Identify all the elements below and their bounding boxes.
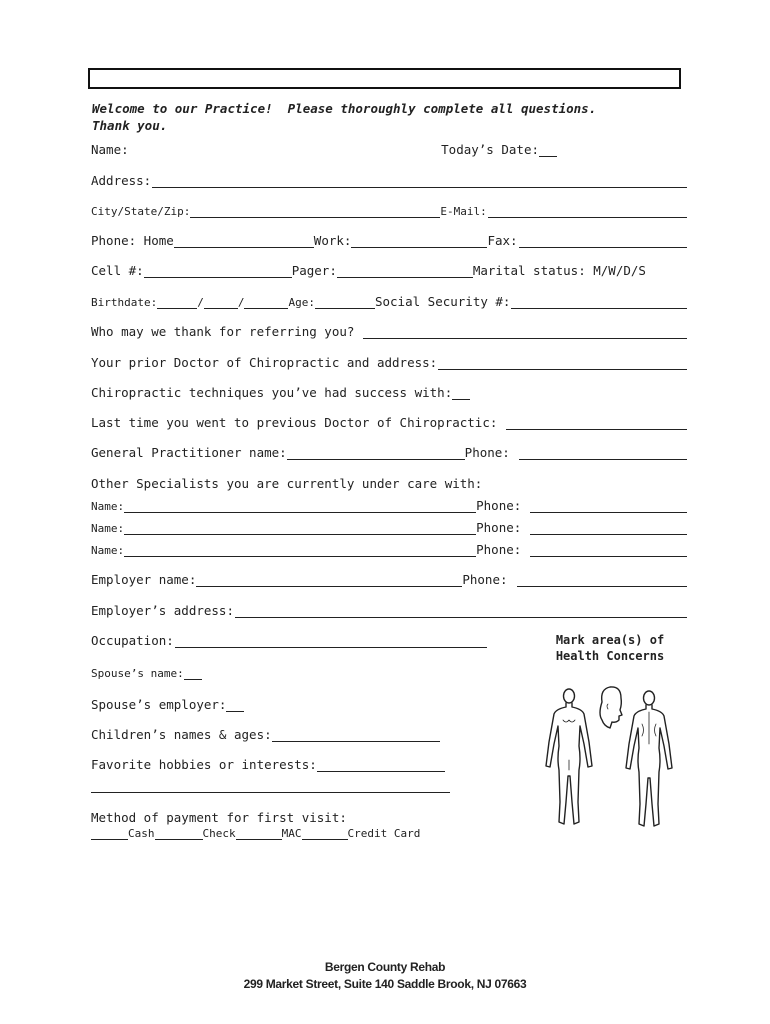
pager-field[interactable] — [337, 265, 473, 278]
fax-field[interactable] — [519, 235, 687, 248]
payment-method-label: Method of payment for first visit: — [91, 810, 347, 825]
employer-phone-field[interactable] — [517, 574, 687, 587]
specialist-row — [91, 497, 688, 513]
city-state-zip-label: City/State/Zip: — [91, 205, 191, 218]
employer-row — [91, 571, 688, 587]
occupation-field[interactable] — [175, 635, 487, 648]
specialist-phone-field[interactable] — [530, 544, 687, 557]
techniques-field[interactable] — [452, 387, 470, 400]
body-chart[interactable] — [538, 684, 678, 834]
fax-label: Fax: — [487, 233, 518, 248]
body-chart-title-line-2: Health Concerns — [555, 649, 665, 663]
gp-row — [91, 444, 688, 460]
cash-checkbox-line[interactable] — [91, 827, 128, 840]
spouse-employer-field[interactable] — [226, 699, 244, 712]
last-visit-field[interactable] — [506, 417, 687, 430]
birth-day-field[interactable] — [204, 296, 238, 309]
referral-label: Who may we thank for referring you? — [91, 324, 355, 339]
last-visit-label: Last time you went to previous Doctor of Chiropractic: — [91, 415, 498, 430]
cell-field[interactable] — [144, 265, 292, 278]
address-label: Address: — [91, 173, 152, 188]
date-separator: / — [237, 296, 245, 309]
welcome-line-2: Thank you. — [92, 118, 168, 133]
specialist-name-label: Name: — [91, 500, 125, 513]
employer-name-field[interactable] — [196, 574, 462, 587]
children-label: Children’s names & ages: — [91, 727, 272, 742]
gp-name-label: General Practitioner name: — [91, 445, 287, 460]
other-specialists-label: Other Specialists you are currently under care with: — [91, 476, 483, 491]
work-field[interactable] — [351, 235, 487, 248]
hobbies-field[interactable] — [317, 759, 445, 772]
prior-doctor-field[interactable] — [438, 357, 687, 370]
specialist-row — [91, 541, 688, 557]
credit-card-checkbox-line[interactable] — [302, 827, 348, 840]
last-visit-row — [91, 414, 688, 430]
credit-card-label: Credit Card — [347, 827, 421, 840]
employer-address-field[interactable] — [235, 605, 687, 618]
todays-date-field[interactable] — [539, 144, 557, 157]
employer-address-label: Employer’s address: — [91, 603, 234, 618]
specialist-phone-field[interactable] — [530, 522, 687, 535]
phone-home-label: Phone: Home — [91, 233, 174, 248]
specialist-phone-label: Phone: — [476, 520, 522, 535]
techniques-label: Chiropractic techniques you’ve had success with: — [91, 385, 453, 400]
payment-label-row — [91, 809, 347, 825]
prior-doctor-label: Your prior Doctor of Chiropractic and address: — [91, 355, 438, 370]
footer-practice-name: Bergen County Rehab — [324, 960, 446, 974]
body-front-icon[interactable] — [546, 689, 592, 824]
gp-phone-field[interactable] — [519, 447, 687, 460]
children-row — [91, 726, 440, 742]
hobbies-extra-line[interactable] — [91, 792, 450, 793]
head-profile-icon[interactable] — [600, 687, 622, 728]
name-row — [91, 141, 688, 157]
employer-name-label: Employer name: — [91, 572, 197, 587]
employer-phone-label: Phone: — [462, 572, 508, 587]
city-state-zip-field[interactable] — [190, 205, 440, 218]
ssn-field[interactable] — [511, 296, 687, 309]
date-separator: / — [197, 296, 204, 309]
ssn-label: Social Security #: — [374, 294, 511, 309]
prior-doctor-row — [91, 354, 688, 370]
city-email-row — [91, 202, 688, 218]
form-title-box[interactable] — [88, 68, 681, 89]
work-label: Work: — [313, 233, 352, 248]
cell-row — [91, 262, 688, 278]
specialist-row — [91, 519, 688, 535]
todays-date-label: Today’s Date: — [441, 142, 539, 157]
check-label: Check — [202, 827, 236, 840]
employer-address-row — [91, 602, 688, 618]
specialist-phone-label: Phone: — [476, 498, 522, 513]
phone-row — [91, 232, 688, 248]
specialist-phone-label: Phone: — [476, 542, 522, 557]
other-specialists-row — [91, 475, 688, 491]
footer-address: 299 Market Street, Suite 140 Saddle Brook, NJ 07663 — [243, 977, 527, 991]
pager-label: Pager: — [291, 263, 337, 278]
specialist-name-field[interactable] — [124, 522, 476, 535]
specialist-name-label: Name: — [91, 522, 125, 535]
email-field[interactable] — [488, 205, 687, 218]
specialist-phone-field[interactable] — [530, 500, 687, 513]
occupation-label: Occupation: — [91, 633, 174, 648]
address-row — [91, 172, 688, 188]
age-label: Age: — [288, 296, 315, 309]
email-label: E-Mail: — [440, 205, 487, 218]
birthdate-label: Birthdate: — [91, 296, 158, 309]
hobbies-label: Favorite hobbies or interests: — [91, 757, 317, 772]
referral-field[interactable] — [363, 326, 687, 339]
name-label: Name: — [91, 142, 129, 157]
birth-year-field[interactable] — [244, 296, 288, 309]
payment-options-row — [91, 824, 420, 840]
mac-label: MAC — [281, 827, 302, 840]
welcome-text — [92, 100, 596, 134]
specialist-name-label: Name: — [91, 544, 125, 557]
body-chart-title — [535, 632, 685, 664]
cell-label: Cell #: — [91, 263, 144, 278]
spouse-name-row — [91, 664, 202, 680]
mac-checkbox-line[interactable] — [236, 827, 282, 840]
cash-label: Cash — [128, 827, 155, 840]
check-checkbox-line[interactable] — [155, 827, 203, 840]
specialist-name-field[interactable] — [124, 500, 476, 513]
techniques-row — [91, 384, 688, 400]
birthdate-row — [91, 293, 688, 309]
address-field[interactable] — [152, 175, 687, 188]
gp-name-field[interactable] — [287, 447, 465, 460]
age-field[interactable] — [315, 296, 375, 309]
body-chart-title-line-1: Mark area(s) of — [555, 633, 665, 647]
spouse-name-field[interactable] — [184, 667, 202, 680]
spouse-name-label: Spouse’s name: — [91, 667, 184, 680]
body-back-icon[interactable] — [626, 691, 672, 826]
birth-month-field[interactable] — [157, 296, 197, 309]
phone-home-field[interactable] — [174, 235, 314, 248]
marital-status-label[interactable]: Marital status: M/W/D/S — [472, 263, 646, 278]
referral-row — [91, 323, 688, 339]
occupation-row — [91, 632, 488, 648]
specialist-name-field[interactable] — [124, 544, 476, 557]
welcome-line-1: Welcome to our Practice! Please thoroughly complete all questions. — [92, 101, 597, 116]
hobbies-row — [91, 756, 445, 772]
spouse-employer-row — [91, 696, 244, 712]
children-field[interactable] — [272, 729, 440, 742]
gp-phone-label: Phone: — [464, 445, 510, 460]
spouse-employer-label: Spouse’s employer: — [91, 697, 227, 712]
